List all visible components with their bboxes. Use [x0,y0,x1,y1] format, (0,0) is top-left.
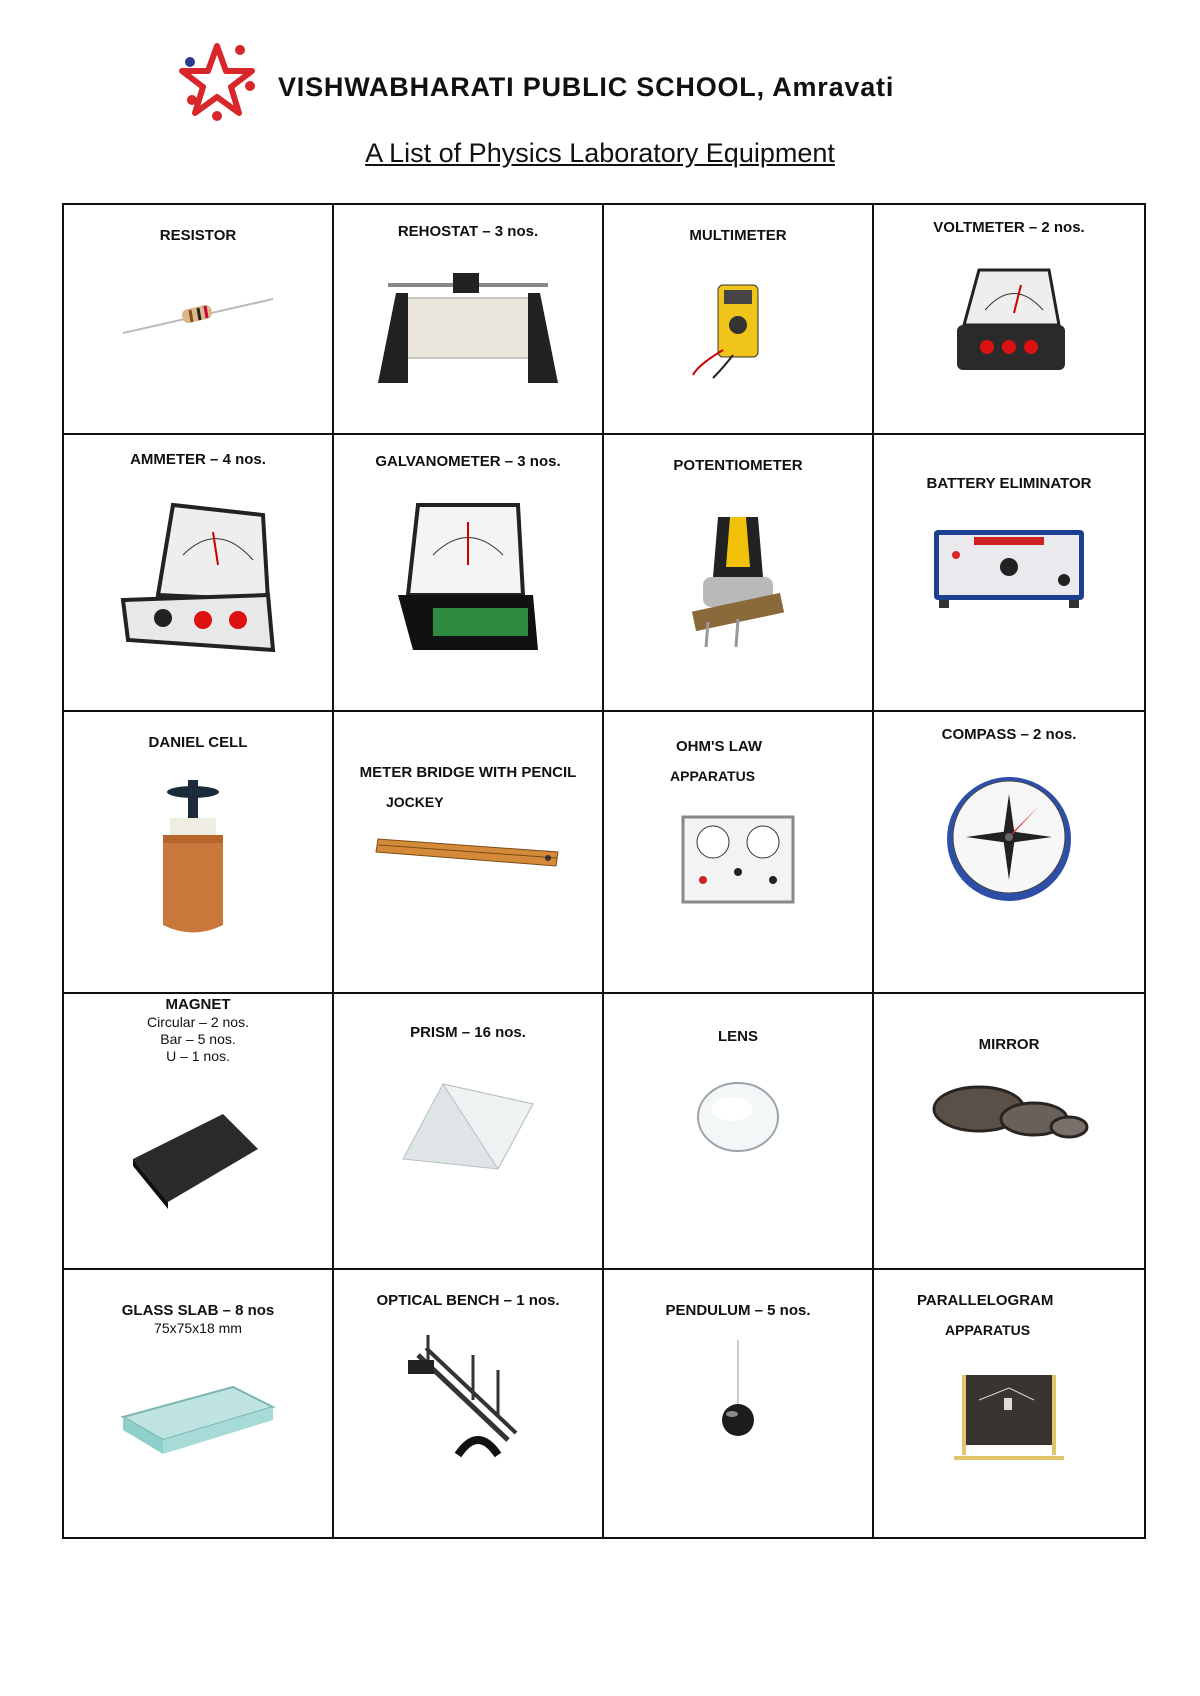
equipment-label: MULTIMETER [689,227,787,244]
equipment-name: METER BRIDGE WITH PENCIL [359,764,577,781]
magnet-icon [128,1104,268,1214]
equipment-cell [64,435,334,712]
page-title: A List of Physics Laboratory Equipment [365,138,835,168]
resistor-icon [118,285,278,345]
prism-icon [398,1074,538,1174]
equipment-detail: APPARATUS [945,1322,1031,1338]
ohms-law-apparatus-icon [678,812,798,907]
equipment-cell [334,1270,604,1537]
galvanometer-icon [393,500,543,660]
school-logo-icon [176,40,258,122]
mirror-icon [929,1079,1089,1149]
parallelogram-apparatus-icon [949,1370,1069,1465]
equipment-label: BATTERY ELIMINATOR [926,475,1092,492]
equipment-name: OHM'S LAW [676,738,763,755]
equipment-detail: Circular – 2 nos. [147,1014,249,1030]
optical-bench-icon [398,1330,538,1460]
equipment-label [604,738,872,785]
equipment-cell [64,1270,334,1537]
equipment-cell [64,712,334,994]
equipment-cell [604,435,874,712]
equipment-name: PARALLELOGRAM [917,1292,1054,1309]
equipment-cell [604,205,874,435]
equipment-cell [874,994,1144,1270]
equipment-cell [334,712,604,994]
compass-icon [939,774,1079,904]
equipment-label [334,764,602,811]
equipment-label: DANIEL CELL [148,734,248,751]
equipment-label: REHOSTAT – 3 nos. [397,223,539,240]
equipment-cell [334,205,604,435]
equipment-label: GALVANOMETER – 3 nos. [375,453,561,470]
equipment-label: OPTICAL BENCH – 1 nos. [376,1292,560,1309]
equipment-cell [64,205,334,435]
equipment-label [64,1302,332,1337]
equipment-label: POTENTIOMETER [673,457,803,474]
equipment-detail: 75x75x18 mm [154,1320,242,1336]
equipment-label [874,1292,1144,1339]
equipment-label: AMMETER – 4 nos. [130,451,266,468]
equipment-label: PRISM – 16 nos. [410,1024,526,1041]
voltmeter-icon [949,265,1069,385]
equipment-detail: APPARATUS [670,768,756,784]
equipment-label: LENS [717,1028,758,1045]
lens-icon [688,1079,788,1159]
equipment-table [62,203,1146,1539]
battery-eliminator-icon [929,525,1089,615]
equipment-cell [334,435,604,712]
equipment-label: COMPASS – 2 nos. [941,726,1077,743]
equipment-cell [874,435,1144,712]
equipment-cell [334,994,604,1270]
equipment-name: MAGNET [165,996,231,1013]
ammeter-icon [118,500,278,665]
multimeter-icon [683,280,793,380]
equipment-label: RESISTOR [159,227,237,244]
school-name: VISHWABHARATI PUBLIC SCHOOL, Amravati [278,72,895,102]
equipment-cell [604,1270,874,1537]
equipment-detail: Bar – 5 nos. [160,1030,236,1047]
glass-slab-icon [118,1382,278,1462]
equipment-detail: JOCKEY [386,794,444,810]
meter-bridge-icon [373,834,563,874]
rheostat-icon [368,263,568,393]
equipment-cell [874,1270,1144,1537]
equipment-cell [604,712,874,994]
equipment-cell [604,994,874,1270]
equipment-cell [64,994,334,1270]
equipment-cell [874,205,1144,435]
pendulum-icon [708,1340,768,1440]
equipment-name: GLASS SLAB – 8 nos [121,1302,275,1319]
equipment-label [64,996,332,1064]
equipment-detail: U – 1 nos. [166,1047,230,1064]
potentiometer-icon [678,507,798,652]
equipment-label: PENDULUM – 5 nos. [665,1302,811,1319]
equipment-label: MIRROR [978,1036,1040,1053]
equipment-cell [874,712,1144,994]
equipment-label: VOLTMETER – 2 nos. [933,219,1085,236]
daniel-cell-icon [148,780,248,940]
